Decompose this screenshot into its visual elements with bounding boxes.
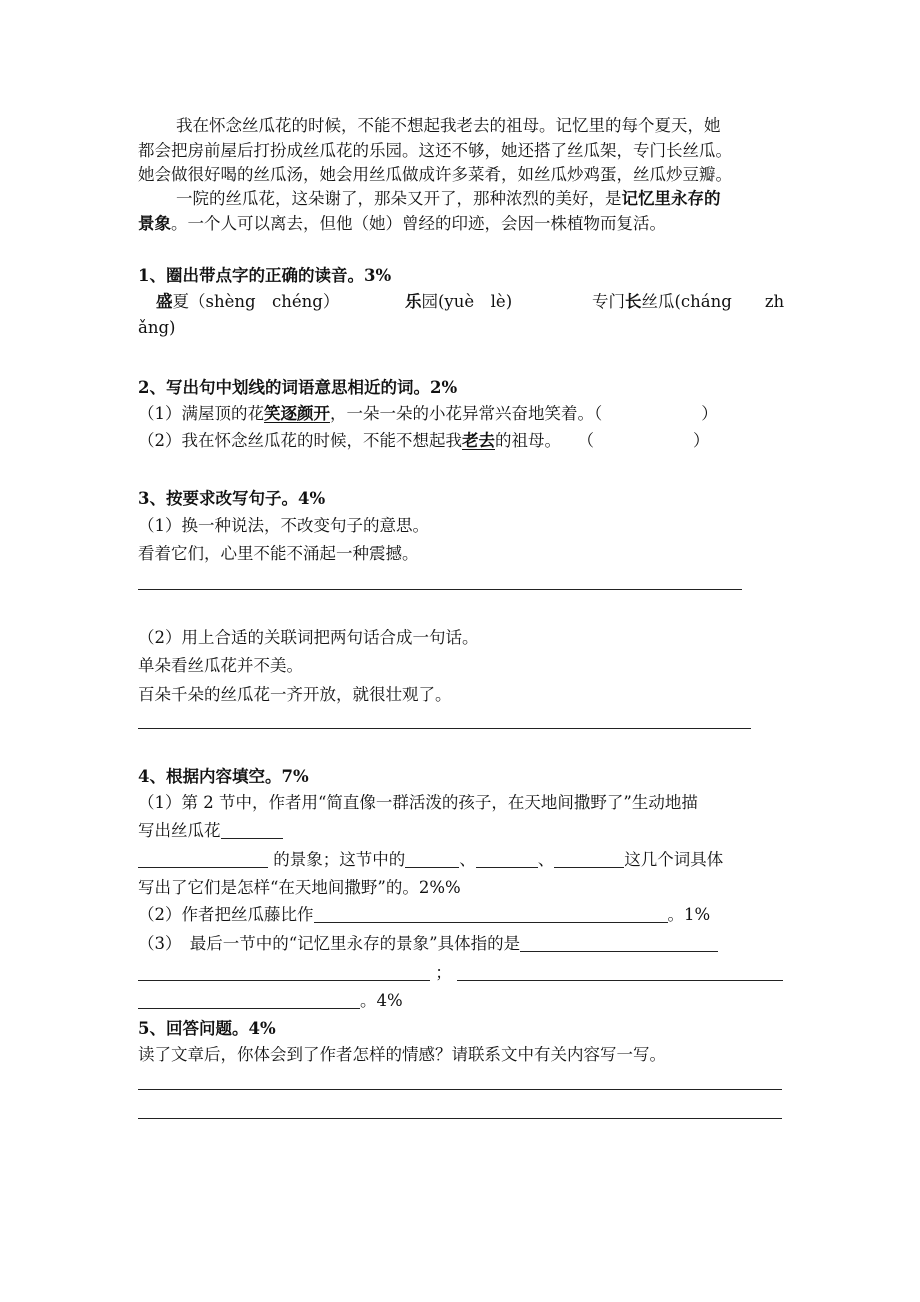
q2-text: （1）满屋顶的花 xyxy=(138,404,264,423)
underlined-word: 老去 xyxy=(462,431,495,450)
q2-sentence-2 xyxy=(138,429,710,453)
q5-prompt: 读了文章后，你体会到了作者怎样的情感？请联系文中有关内容写一写。 xyxy=(138,1045,666,1064)
q4-text: 、 xyxy=(537,850,555,869)
dotted-char: 长 xyxy=(625,292,642,311)
fill-blank[interactable] xyxy=(221,822,283,839)
q5-title: 5、回答问题。4% xyxy=(138,1019,276,1038)
q2-sentence-1 xyxy=(138,402,718,426)
q2-title: 2、写出句中划线的词语意思相近的词。2% xyxy=(138,378,458,397)
passage-line: 我在怀念丝瓜花的时候，不能不想起我老去的祖母。记忆里的每个夏天，她 xyxy=(176,116,721,135)
passage-text: 一院的丝瓜花，这朵谢了，那朵又开了，那种浓烈的美好，是 xyxy=(176,189,622,208)
passage-bold-text: 景象 xyxy=(138,214,171,233)
q4-text: （3） 最后一节中的“记忆里永存的景象”具体指的是 xyxy=(138,934,521,953)
q4-text: ； xyxy=(435,963,452,982)
fill-blank[interactable] xyxy=(138,964,430,981)
q4-line-8 xyxy=(138,989,403,1013)
q4-line-1: （1）第 2 节中，作者用“简直像一群活泼的孩子，在天地间撒野了”生动地描 xyxy=(138,793,698,812)
fill-blank[interactable] xyxy=(405,851,459,868)
answer-line[interactable] xyxy=(138,1118,782,1119)
q4-line-3 xyxy=(138,848,723,872)
q1-item-b xyxy=(405,290,512,314)
q3-title: 3、按要求改写句子。4% xyxy=(138,489,326,508)
q4-line-7 xyxy=(138,961,783,985)
dotted-char: 乐 xyxy=(405,292,422,311)
fill-blank[interactable] xyxy=(520,935,718,952)
answer-parentheses[interactable]: 的祖母。 （ ） xyxy=(495,431,710,450)
passage-line xyxy=(138,212,666,236)
answer-line[interactable] xyxy=(138,1089,782,1090)
q4-text: 写出丝瓜花 xyxy=(138,821,221,840)
pinyin-choice[interactable]: 夏（shèng chéng） xyxy=(172,292,340,311)
q4-text: 、 xyxy=(459,850,476,869)
underlined-word: 笑逐颜开 xyxy=(264,404,330,423)
fill-blank[interactable] xyxy=(138,992,360,1009)
q1-title: 1、圈出带点字的正确的读音。3% xyxy=(138,266,392,285)
q4-text: 的景象；这节中的 xyxy=(273,850,406,869)
pinyin-choice[interactable]: 丝瓜(cháng zh xyxy=(641,292,785,311)
q4-line-6 xyxy=(138,932,718,956)
q3-sentence-2a: 单朵看丝瓜花并不美。 xyxy=(138,656,303,675)
q1-text: 专门 xyxy=(592,292,625,311)
q3-prompt-1: （1）换一种说法，不改变句子的意思。 xyxy=(138,516,429,535)
q1-item-a xyxy=(156,290,339,314)
q4-text: 。4% xyxy=(360,991,403,1010)
q4-text: 。1% xyxy=(667,905,711,924)
passage-line xyxy=(176,187,721,211)
q3-sentence-1: 看着它们，心里不能不涌起一种震撼。 xyxy=(138,544,419,563)
answer-line[interactable] xyxy=(138,589,742,590)
dotted-char: 盛 xyxy=(156,292,173,311)
fill-blank[interactable] xyxy=(138,851,268,868)
fill-blank[interactable] xyxy=(457,964,783,981)
q4-title: 4、根据内容填空。7% xyxy=(138,767,309,786)
q1-item-c xyxy=(592,290,784,314)
q4-text: 这几个词具体 xyxy=(624,850,724,869)
passage-line: 她会做很好喝的丝瓜汤，她会用丝瓜做成许多菜肴，如丝瓜炒鸡蛋，丝瓜炒豆瓣。 xyxy=(138,165,732,184)
q3-sentence-2b: 百朵千朵的丝瓜花一齐开放，就很壮观了。 xyxy=(138,685,452,704)
fill-blank[interactable] xyxy=(476,851,538,868)
q4-line-2 xyxy=(138,819,283,843)
q4-line-5 xyxy=(138,903,710,927)
pinyin-choice[interactable]: 园(yuè lè) xyxy=(421,292,513,311)
fill-blank[interactable] xyxy=(314,906,668,923)
fill-blank[interactable] xyxy=(554,851,624,868)
q4-text: （2）作者把丝瓜藤比作 xyxy=(138,905,314,924)
answer-parentheses[interactable]: ，一朵一朵的小花异常兴奋地笑着。（ ） xyxy=(330,404,718,423)
passage-bold-text: 记忆里永存的 xyxy=(621,189,721,208)
passage-text: 。一个人可以离去，但他（她）曾经的印迹，会因一株植物而复活。 xyxy=(171,214,666,233)
answer-line[interactable] xyxy=(138,728,751,729)
passage-line: 都会把房前屋后打扮成丝瓜花的乐园。这还不够，她还搭了丝瓜架，专门长丝瓜。 xyxy=(138,141,732,160)
q4-line-4: 写出了它们是怎样“在天地间撒野”的。2%% xyxy=(138,878,461,897)
q3-prompt-2: （2）用上合适的关联词把两句话合成一句话。 xyxy=(138,628,479,647)
q1-wrap: ǎng) xyxy=(138,318,176,337)
q2-text: （2）我在怀念丝瓜花的时候，不能不想起我 xyxy=(138,431,462,450)
